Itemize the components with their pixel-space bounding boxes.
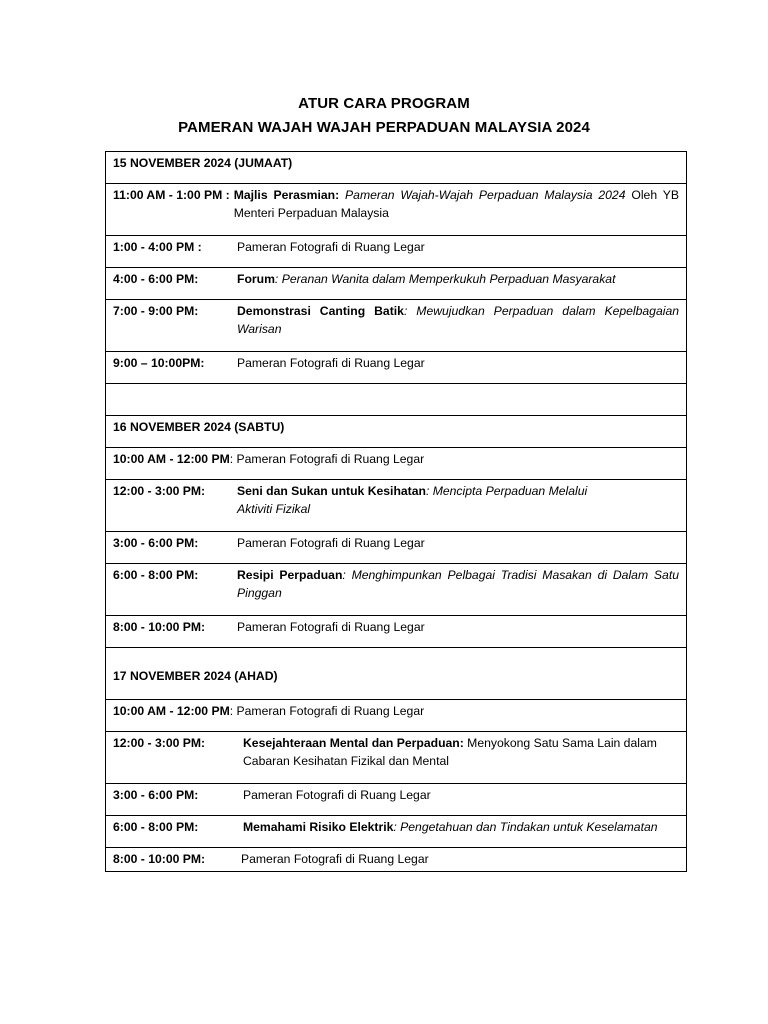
activity-text: : Pameran Fotografi di Ruang Legar <box>229 704 425 718</box>
activity-cell <box>237 566 679 602</box>
table-row <box>106 616 687 648</box>
activity-cell <box>241 850 679 868</box>
activity-title: Majlis Perasmian: <box>233 188 340 202</box>
time-cell: 1:00 - 4:00 PM : <box>113 240 202 254</box>
activity-cell <box>237 534 679 552</box>
time-cell: 6:00 - 8:00 PM: <box>113 820 199 834</box>
time-cell: 8:00 - 10:00 PM: <box>113 620 206 634</box>
activity-cell <box>243 734 666 770</box>
activity-cell <box>243 818 679 836</box>
activity-text: : Pameran Fotografi di Ruang Legar <box>229 452 425 466</box>
table-row <box>106 184 687 236</box>
document-subtitle: PAMERAN WAJAH WAJAH PERPADUAN MALAYSIA 2024 <box>178 119 590 136</box>
table-row <box>106 480 687 532</box>
time-cell: 7:00 - 9:00 PM: <box>113 304 199 318</box>
time-cell: 9:00 – 10:00PM: <box>113 356 205 370</box>
activity-cell <box>230 450 679 468</box>
activity-cell <box>237 618 679 636</box>
activity-text: Menyokong Satu Sama Lain dalam Cabaran Kesihatan Fizikal dan Mental <box>243 736 657 768</box>
day-header: 16 NOVEMBER 2024 (SABTU) <box>113 420 285 434</box>
document-title: ATUR CARA PROGRAM <box>298 95 470 112</box>
activity-cell <box>234 186 679 222</box>
table-row <box>106 268 687 300</box>
activity-title: Seni dan Sukan untuk Kesihatan <box>237 484 426 498</box>
activity-theme: : Mencipta Perpaduan Melalui Aktiviti Fizikal <box>237 484 588 516</box>
activity-theme: Pameran Wajah-Wajah Perpaduan Malaysia 2024 <box>339 188 626 202</box>
table-row <box>106 532 687 564</box>
time-cell: 10:00 AM - 12:00 PM <box>113 452 230 466</box>
activity-text: Pameran Fotografi di Ruang Legar <box>237 240 425 254</box>
activity-title: Resipi Perpaduan <box>237 568 343 582</box>
time-cell: 10:00 AM - 12:00 PM <box>113 704 230 718</box>
day-header-row <box>106 416 687 448</box>
activity-theme: : Peranan Wanita dalam Memperkukuh Perpaduan Masyarakat <box>274 272 616 286</box>
time-cell: 11:00 AM - 1:00 PM : <box>113 188 230 202</box>
activity-cell <box>230 702 679 720</box>
activity-cell <box>243 786 679 804</box>
activity-title: Demonstrasi Canting Batik <box>237 304 404 318</box>
activity-title: Memahami Risiko Elektrik <box>243 820 394 834</box>
day-header: 17 NOVEMBER 2024 (AHAD) <box>113 669 278 683</box>
activity-title: Kesejahteraan Mental dan Perpaduan: <box>243 736 464 750</box>
program-table <box>105 151 687 872</box>
activity-cell <box>237 482 606 518</box>
title-block <box>0 92 768 140</box>
day-header: 15 NOVEMBER 2024 (JUMAAT) <box>113 156 293 170</box>
day-header-row <box>106 648 687 700</box>
table-row <box>106 564 687 616</box>
day-header-row <box>106 152 687 184</box>
time-cell: 12:00 - 3:00 PM: <box>113 484 206 498</box>
activity-text: Pameran Fotografi di Ruang Legar <box>243 788 431 802</box>
activity-cell <box>237 354 679 372</box>
time-cell: 3:00 - 6:00 PM: <box>113 536 199 550</box>
activity-cell <box>237 302 679 338</box>
activity-theme: : Pengetahuan dan Tindakan untuk Keselamatan <box>393 820 658 834</box>
table-row <box>106 816 687 848</box>
table-row <box>106 700 687 732</box>
activity-text: Pameran Fotografi di Ruang Legar <box>237 536 425 550</box>
time-cell: 4:00 - 6:00 PM: <box>113 272 199 286</box>
time-cell: 12:00 - 3:00 PM: <box>113 736 206 750</box>
time-cell: 3:00 - 6:00 PM: <box>113 788 199 802</box>
table-row <box>106 236 687 268</box>
activity-cell <box>237 238 679 256</box>
table-row <box>106 784 687 816</box>
time-cell: 6:00 - 8:00 PM: <box>113 568 199 582</box>
activity-title: Forum <box>237 272 275 286</box>
table-row <box>106 300 687 352</box>
activity-theme: : Mewujudkan Perpaduan dalam Kepelbagaian Warisan <box>237 304 680 336</box>
time-cell: 8:00 - 10:00 PM: <box>113 852 206 866</box>
activity-cell <box>237 270 679 288</box>
table-row <box>106 732 687 784</box>
activity-text: Oleh YB Menteri Perpaduan Malaysia <box>233 188 680 220</box>
table-row <box>106 848 687 872</box>
activity-text: Pameran Fotografi di Ruang Legar <box>241 852 429 866</box>
activity-text: Pameran Fotografi di Ruang Legar <box>237 356 425 370</box>
empty-row <box>106 384 687 416</box>
activity-theme: : Menghimpunkan Pelbagai Tradisi Masakan di Dalam Satu Pinggan <box>237 568 679 600</box>
table-row <box>106 448 687 480</box>
activity-text: Pameran Fotografi di Ruang Legar <box>237 620 425 634</box>
table-row <box>106 352 687 384</box>
